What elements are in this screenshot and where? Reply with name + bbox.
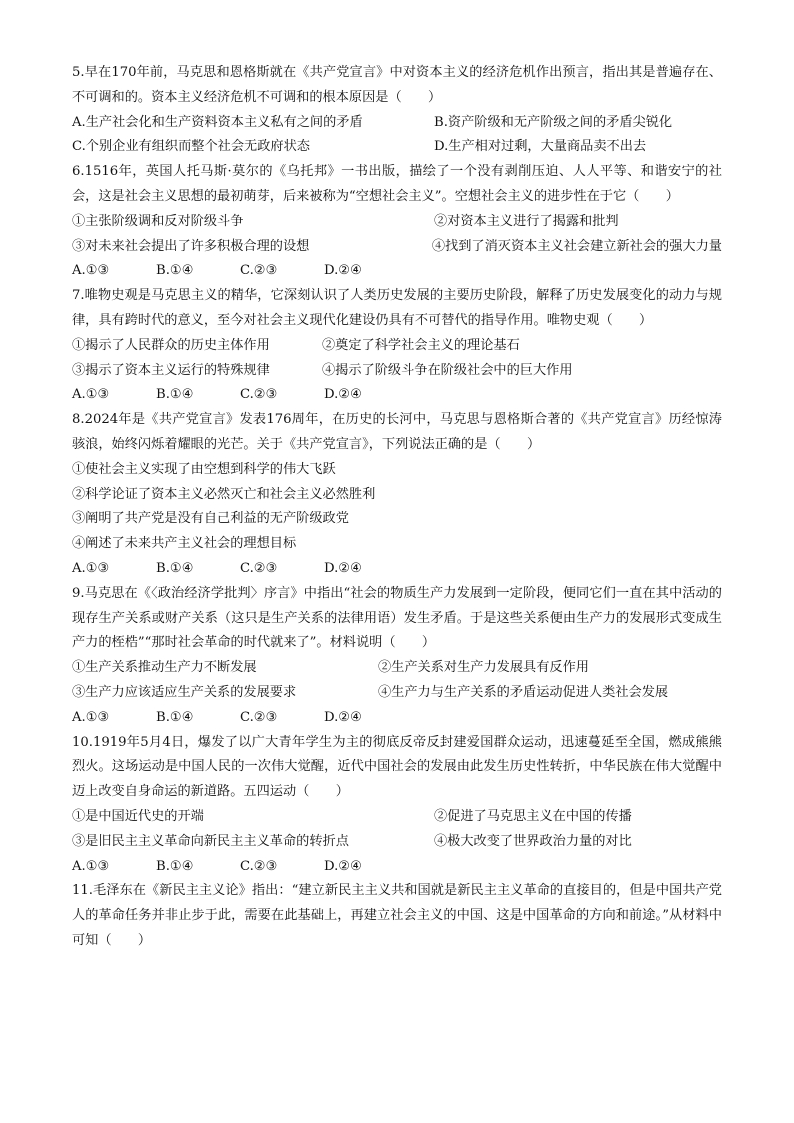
statement-1: ①是中国近代史的开端 — [72, 808, 204, 824]
question-5-stem: 5.早在170年前，马克思和恩格斯就在《共产党宣言》中对资本主义的经济危机作出预言，指出其是普遍存在、不可调和的。资本主义经济危机不可调和的根本原因是（ ） — [72, 65, 722, 105]
option-d: D.生产相对过剩，大量商品卖不出去 — [434, 139, 647, 155]
question-7 — [72, 284, 722, 408]
question-9-choices — [72, 706, 722, 731]
choice-d: D.②④ — [324, 387, 362, 403]
choice-b: B.①④ — [156, 387, 194, 403]
question-8 — [72, 408, 722, 582]
question-8-choices — [72, 557, 722, 582]
choice-d: D.②④ — [324, 560, 362, 576]
statement-1: ①生产关系推动生产力不断发展 — [72, 660, 257, 676]
choice-a: A.①③ — [72, 263, 110, 279]
choice-a: A.①③ — [72, 709, 110, 725]
statement-4: ④找到了消灭资本主义社会建立新社会的强大力量 — [431, 238, 722, 254]
question-10-choices — [72, 855, 722, 880]
statement-2: ②生产关系对生产力发展具有反作用 — [378, 660, 589, 676]
choice-b: B.①④ — [156, 560, 194, 576]
choice-b: B.①④ — [156, 709, 194, 725]
choice-c: C.②③ — [240, 263, 278, 279]
question-10 — [72, 731, 722, 880]
question-8-stem: 8.2024年是《共产党宣言》发表176周年，在历史的长河中，马克思与恩格斯合著的《共产党宣言》历经惊涛骇浪，始终闪烁着耀眼的光芒。关于《共产党宣言》，下列说法正确的是（ ） — [72, 412, 722, 452]
choice-c: C.②③ — [240, 560, 278, 576]
choice-d: D.②④ — [324, 263, 362, 279]
statement-1: ①使社会主义实现了由空想到科学的伟大飞跃 — [72, 461, 336, 477]
statement-2: ②促进了马克思主义在中国的传播 — [434, 808, 632, 824]
question-7-statements-34 — [72, 359, 722, 384]
statement-4: ④极大改变了世界政治力量的对比 — [434, 833, 632, 849]
question-9-stem: 9.马克思在《〈政治经济学批判〉序言》中指出“社会的物质生产力发展到一定阶段，便同它们一直在其中活动的现存生产关系或财产关系（这只是生产关系的法律用语）发生矛盾。于是这些关系便由生产力的发展形式变成生产力的桎梏”“那时社会革命的时代就来了”。材料说明（ ） — [72, 585, 722, 651]
choice-c: C.②③ — [240, 858, 278, 874]
choice-d: D.②④ — [324, 709, 362, 725]
question-10-statements-12 — [72, 805, 722, 830]
choice-d: D.②④ — [324, 858, 362, 874]
choice-b: B.①④ — [156, 858, 194, 874]
question-list — [72, 61, 722, 954]
question-6-statements-34 — [72, 235, 722, 260]
statement-3: ③对未来社会提出了许多积极合理的设想 — [72, 238, 310, 254]
choice-a: A.①③ — [72, 858, 110, 874]
choice-a: A.①③ — [72, 387, 110, 403]
statement-2: ②对资本主义进行了揭露和批判 — [434, 213, 619, 229]
question-11-stem: 11.毛泽东在《新民主主义论》指出：“建立新民主主义共和国就是新民主主义革命的直接目的，但是中国共产党人的革命任务并非止步于此，需要在此基础上，再建立社会主义的中国、这是中国革命的方向和前途。”从材料中可知（ ） — [72, 883, 722, 948]
statement-3: ③阐明了共产党是没有自己利益的无产阶级政党 — [72, 511, 349, 527]
option-b: B.资产阶级和无产阶级之间的矛盾尖锐化 — [434, 114, 673, 130]
question-10-statements-34 — [72, 830, 722, 855]
question-6-stem: 6.1516年，英国人托马斯·莫尔的《乌托邦》一书出版，描绘了一个没有剥削压迫、人人平等、和谐安宁的社会，这是社会主义思想的最初萌芽，后来被称为“空想社会主义”。空想社会主义的进步性在于它（ ） — [72, 164, 722, 204]
question-6-choices — [72, 259, 722, 284]
question-9-statements-34 — [72, 681, 722, 706]
choice-c: C.②③ — [240, 387, 278, 403]
statement-3: ③生产力应该适应生产关系的发展要求 — [72, 684, 297, 700]
choice-b: B.①④ — [156, 263, 194, 279]
question-7-stem: 7.唯物史观是马克思主义的精华，它深刻认识了人类历史发展的主要历史阶段，解释了历史发展变化的动力与规律，具有跨时代的意义，至今对社会主义现代化建设仍具有不可替代的指导作用。唯物史观（ ） — [72, 288, 722, 328]
option-a: A.生产社会化和生产资料资本主义私有之间的矛盾 — [72, 114, 363, 130]
question-7-choices — [72, 383, 722, 408]
choice-a: A.①③ — [72, 560, 110, 576]
statement-2: ②科学论证了资本主义必然灭亡和社会主义必然胜利 — [72, 486, 376, 502]
question-6 — [72, 160, 722, 284]
question-5 — [72, 61, 722, 160]
choice-c: C.②③ — [240, 709, 278, 725]
question-11 — [72, 879, 722, 953]
question-5-options-cd — [72, 135, 722, 160]
statement-1: ①揭示了人民群众的历史主体作用 — [72, 337, 270, 353]
statement-2: ②奠定了科学社会主义的理论基石 — [322, 337, 520, 353]
statement-4: ④阐述了未来共产主义社会的理想目标 — [72, 536, 297, 552]
statement-4: ④揭示了阶级斗争在阶级社会中的巨大作用 — [322, 362, 573, 378]
question-7-statements-12 — [72, 334, 722, 359]
question-5-options-ab — [72, 111, 722, 136]
question-10-stem: 10.1919年5月4日，爆发了以广大青年学生为主的彻底反帝反封建爱国群众运动，迅速蔓延至全国，燃成熊熊烈火。这场运动是中国人民的一次伟大觉醒，近代中国社会的发展由此发生历史性转折，中华民族在伟大觉醒中迈上改变自身命运的新道路。五四运动（ ） — [72, 734, 722, 800]
statement-1: ①主张阶级调和反对阶级斗争 — [72, 213, 244, 229]
statement-4: ④生产力与生产关系的矛盾运动促进人类社会发展 — [378, 684, 669, 700]
question-6-statements-12 — [72, 210, 722, 235]
statement-3: ③揭示了资本主义运行的特殊规律 — [72, 362, 270, 378]
question-9 — [72, 582, 722, 731]
option-c: C.个别企业有组织而整个社会无政府状态 — [72, 139, 310, 155]
statement-3: ③是旧民主主义革命向新民主主义革命的转折点 — [72, 833, 349, 849]
question-9-statements-12 — [72, 656, 722, 681]
